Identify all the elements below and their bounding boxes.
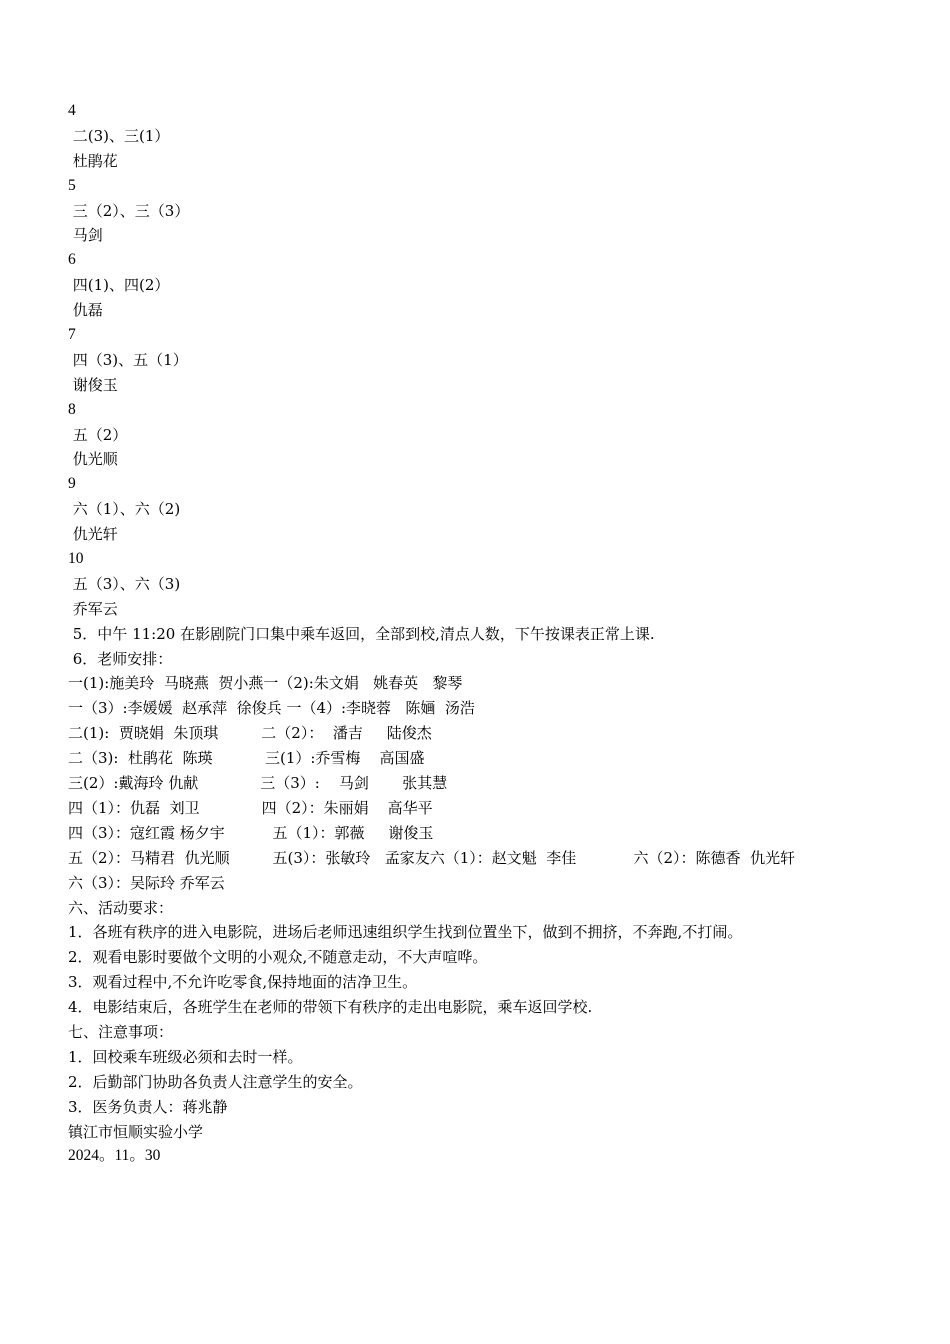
group-leader: 马剑 <box>68 226 103 245</box>
teacher-line: 三(2）:戴海玲 仇献 三（3）: 马剑 张其慧 <box>68 774 448 793</box>
document-date: 2024。11。30 <box>68 1147 161 1165</box>
group-classes: 五（2） <box>68 425 128 444</box>
teacher-arrangement-title: 6．老师安排： <box>68 649 173 668</box>
requirement-item: 2．观看电影时要做个文明的小观众,不随意走动，不大声喧哗。 <box>68 948 488 967</box>
note-item: 3．医务负责人：蒋兆静 <box>68 1097 228 1116</box>
teacher-line: 四（1）：仇磊 刘卫 四（2）：朱丽娟 高华平 <box>68 798 433 817</box>
teacher-line: 一(1):施美玲 马晓燕 贺小燕一（2):朱文娟 姚春英 黎琴 <box>68 674 463 693</box>
requirement-item: 4．电影结束后，各班学生在老师的带领下有秩序的走出电影院，乘车返回学校. <box>68 998 593 1017</box>
group-number: 6 <box>68 251 76 269</box>
group-classes: 二(3)、三(1） <box>68 126 170 145</box>
group-classes: 四（3)、五（1） <box>68 350 188 369</box>
group-leader: 乔军云 <box>68 599 118 618</box>
group-classes: 五（3）、六（3) <box>68 574 181 593</box>
note-item: 1．回校乘车班级必须和去时一样。 <box>68 1047 303 1066</box>
group-number: 10 <box>68 550 84 568</box>
group-leader: 杜鹃花 <box>68 151 118 170</box>
notes-section <box>68 1020 908 1120</box>
document-page <box>68 99 908 1169</box>
group-number: 4 <box>68 102 76 119</box>
school-name: 镇江市恒顺实验小学 <box>68 1122 204 1141</box>
teacher-line: 四（3）：寇红霞 杨夕宇 五（1）：郭薇 谢俊玉 <box>68 823 434 842</box>
group-5 <box>68 174 908 249</box>
group-leader: 仇光轩 <box>68 525 118 544</box>
group-leader: 谢俊玉 <box>68 375 118 394</box>
group-classes: 六（1）、六（2) <box>68 500 181 519</box>
teacher-line: 五（2）：马精君 仇光顺 五(3）：张敏玲 孟家友六（1）：赵文魁 李佳 六（2）：陈德香 仇光轩 <box>68 848 796 867</box>
return-schedule: 5．中午 11:20 在影剧院门口集中乘车返回，全部到校,清点人数，下午按课表正常上课. <box>68 624 655 643</box>
teacher-line: 二(1): 贾晓娟 朱顶琪 二（2）： 潘吉 陆俊杰 <box>68 724 432 743</box>
group-classes: 四(1)、四(2） <box>68 276 170 295</box>
group-number: 5 <box>68 176 76 194</box>
group-4 <box>68 99 908 174</box>
group-9 <box>68 472 908 547</box>
section-heading: 六、活动要求： <box>68 898 174 917</box>
teacher-arrangement-list <box>68 671 908 895</box>
group-leader: 仇磊 <box>68 301 103 320</box>
note-item: 2．后勤部门协助各负责人注意学生的安全。 <box>68 1072 363 1091</box>
teacher-line: 二（3): 杜鹃花 陈瑛 三(1）:乔雪梅 高国盛 <box>68 749 425 768</box>
group-number: 9 <box>68 475 76 493</box>
group-leader: 仇光顺 <box>68 450 118 469</box>
group-classes: 三（2）、三（3） <box>68 201 190 220</box>
group-6 <box>68 248 908 323</box>
activity-requirements <box>68 896 908 1020</box>
requirement-item: 1．各班有秩序的进入电影院，进场后老师迅速组织学生找到位置坐下，做到不拥挤，不奔跑,不打闹。 <box>68 923 743 942</box>
group-7 <box>68 323 908 398</box>
group-10 <box>68 547 908 622</box>
teacher-line: 一（3）:李媛媛 赵承萍 徐俊兵 一（4）:李晓蓉 陈婳 汤浩 <box>68 699 475 718</box>
signature-block <box>68 1120 908 1170</box>
group-8 <box>68 398 908 473</box>
section-heading: 七、注意事项： <box>68 1022 174 1041</box>
group-number: 8 <box>68 400 76 418</box>
teacher-line: 六（3）：吴际玲 乔军云 <box>68 873 225 892</box>
group-number: 7 <box>68 326 76 344</box>
requirement-item: 3．观看过程中,不允许吃零食,保持地面的洁净卫生。 <box>68 973 418 992</box>
